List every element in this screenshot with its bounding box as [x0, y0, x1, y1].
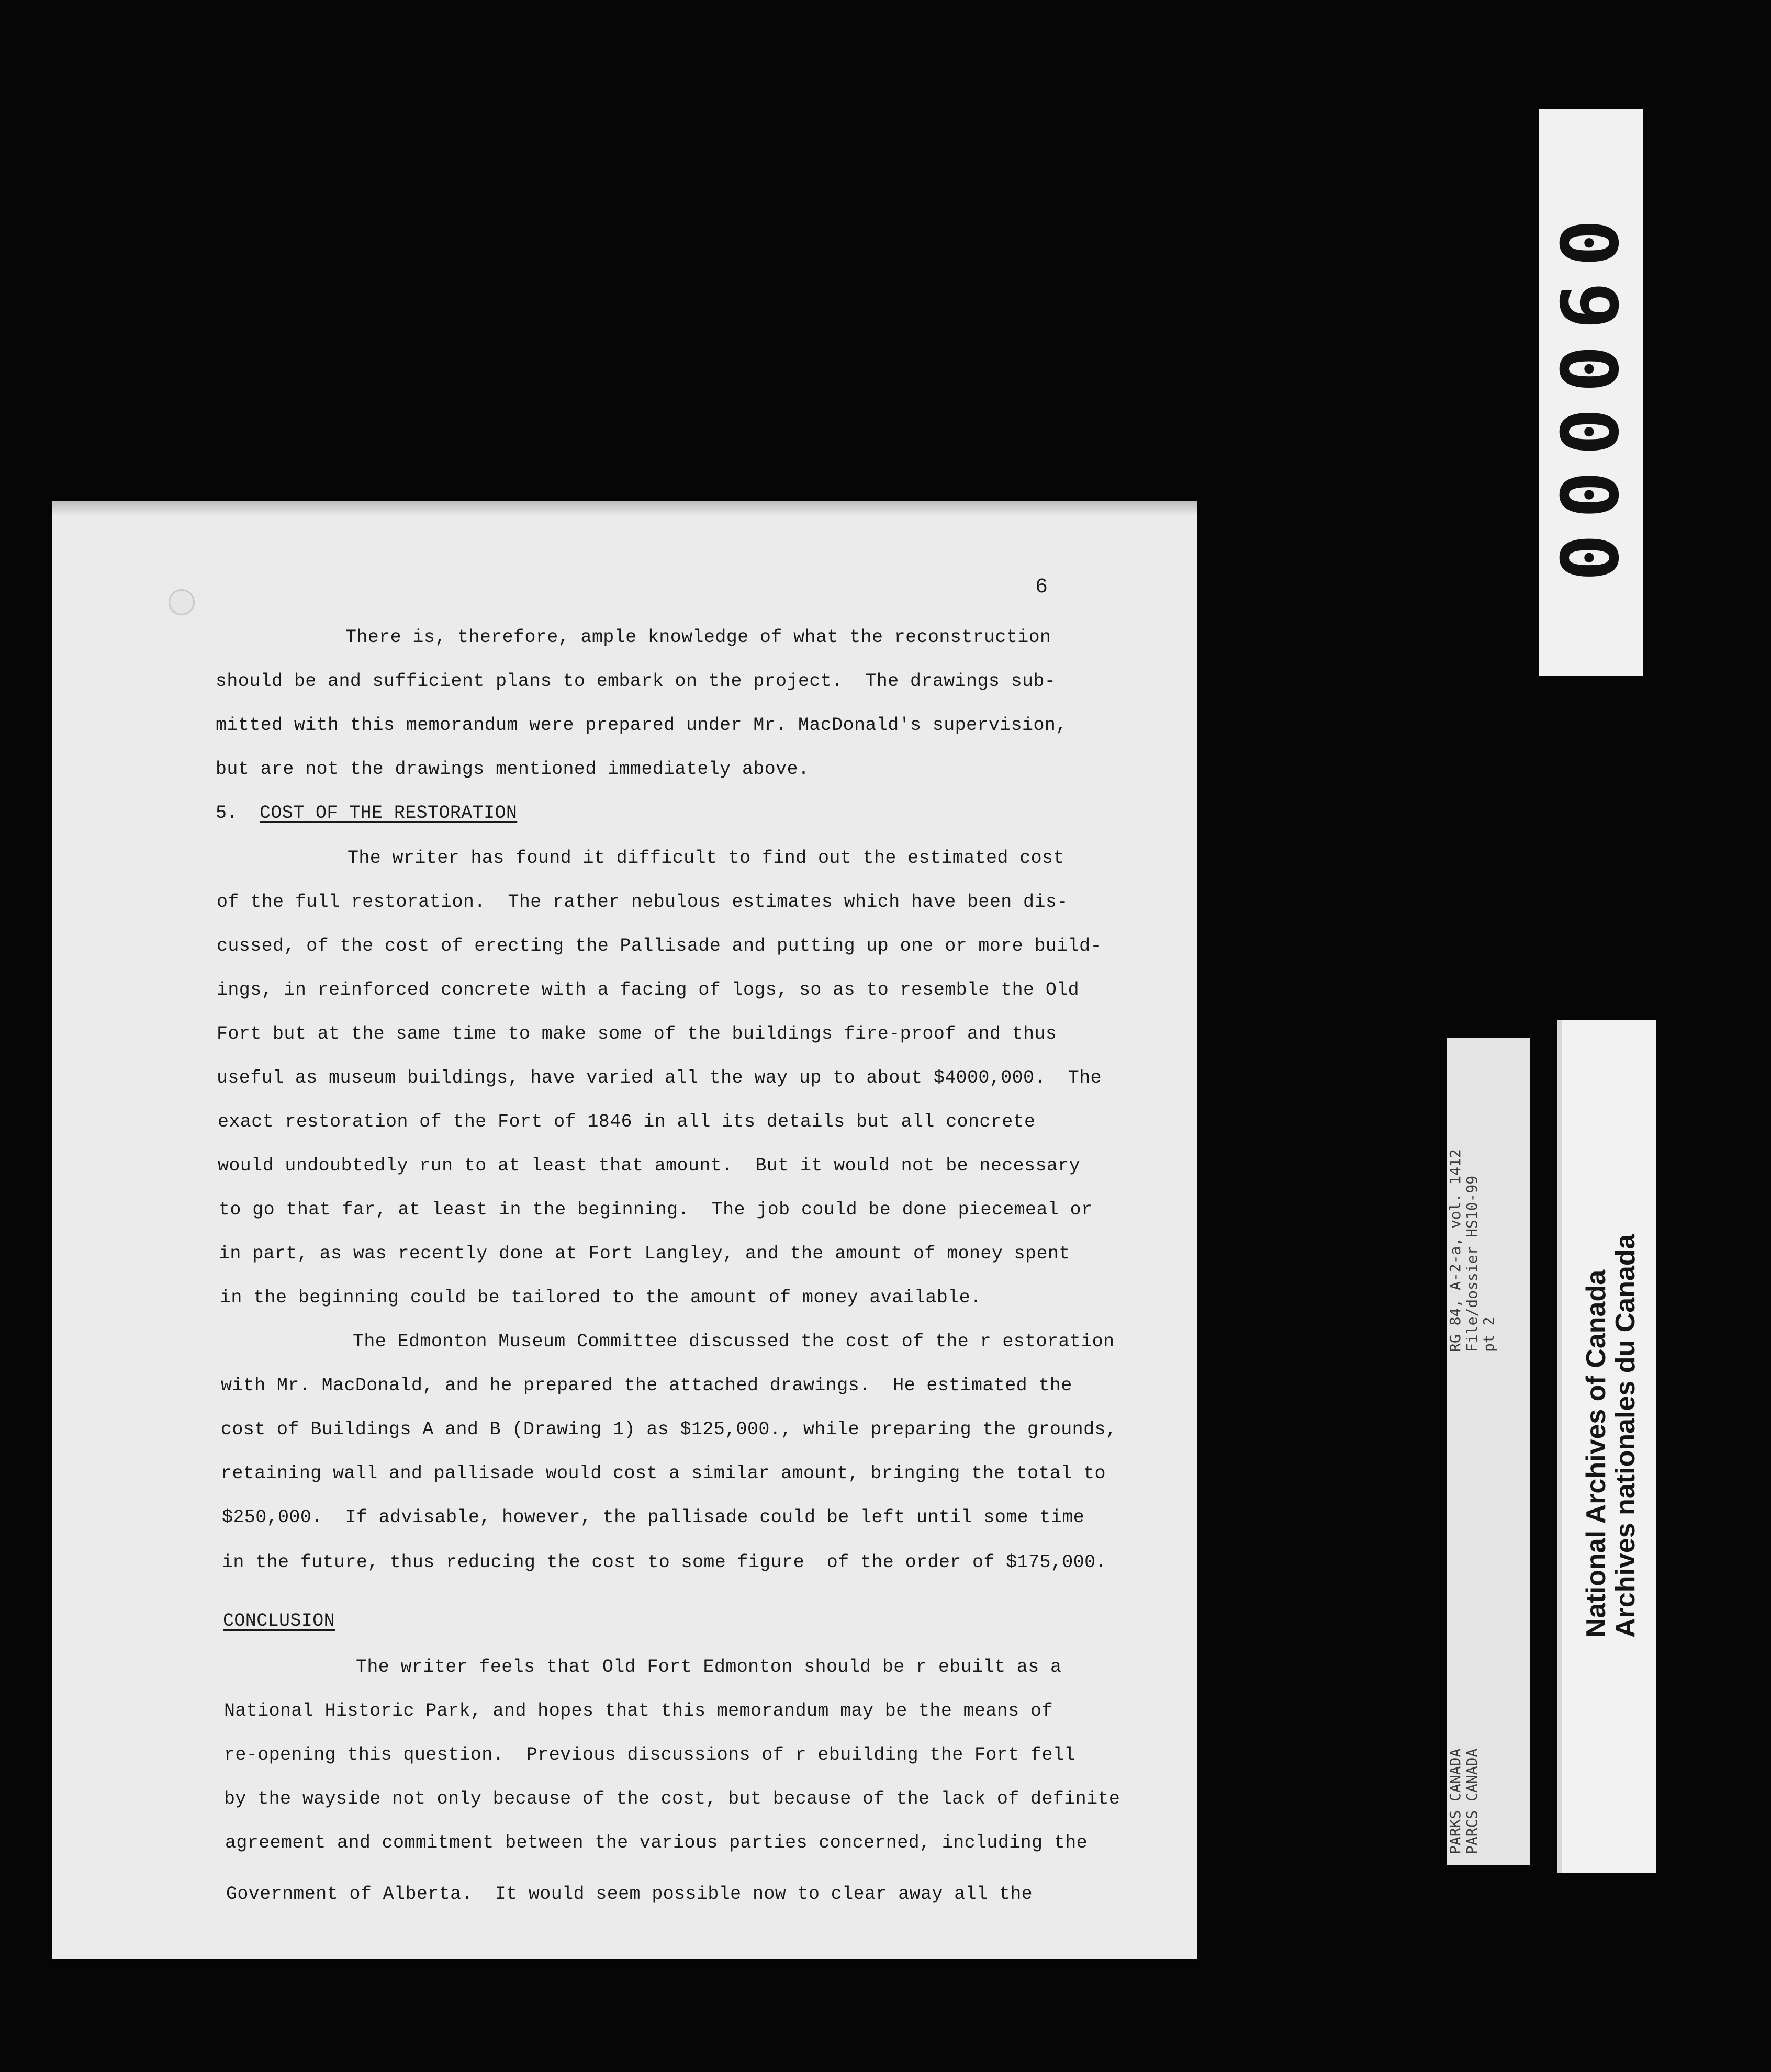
text-line: The writer has found it difficult to find out the estimated cost — [348, 848, 1064, 869]
archive-reference-slip — [1447, 1038, 1530, 1865]
page-number: 6 — [1035, 576, 1048, 599]
frame-number: 000060 — [1545, 204, 1637, 581]
text-line: in the beginning could be tailored to the amount of money available. — [220, 1287, 982, 1308]
text-line: should be and sufficient plans to embark on the project. The drawings sub- — [216, 671, 1056, 692]
text-line: ings, in reinforced concrete with a facing of logs, so as to resemble the Old — [217, 979, 1080, 1000]
national-archives-card — [1557, 1020, 1656, 1873]
text-line: but are not the drawings mentioned immediately above. — [216, 759, 810, 780]
punch-hole — [169, 589, 195, 615]
text-line: mitted with this memorandum were prepared under Mr. MacDonald's supervision, — [216, 715, 1067, 736]
section-heading-cost: COST OF THE RESTORATION — [260, 803, 518, 824]
text-line: in the future, thus reducing the cost to some figure of the order of $175,000. — [222, 1552, 1107, 1573]
section-number: 5. — [216, 803, 261, 824]
text-line: retaining wall and pallisade would cost a similar amount, bringing the total to — [221, 1463, 1106, 1484]
text-line: agreement and commitment between the various parties concerned, including the — [225, 1832, 1088, 1853]
reference-line: File/dossier HS10-99 — [1463, 1175, 1481, 1352]
text-line: Government of Alberta. It would seem possible now to clear away all the — [226, 1884, 1033, 1905]
text-line: cost of Buildings A and B (Drawing 1) as $125,000., while preparing the grounds, — [221, 1419, 1117, 1440]
agency-name-en: PARKS CANADA — [1447, 1748, 1464, 1854]
agency-name-fr: PARCS CANADA — [1463, 1748, 1481, 1854]
frame-number-label — [1539, 109, 1643, 676]
text-line: National Historic Park, and hopes that this memorandum may be the means of — [224, 1701, 1053, 1721]
reference-line: pt 2 — [1480, 1316, 1497, 1352]
text-line: The Edmonton Museum Committee discussed the cost of the r estoration — [353, 1331, 1115, 1352]
text-line: to go that far, at least in the beginning. The job could be done piecemeal or — [219, 1199, 1093, 1220]
text-line: $250,000. If advisable, however, the pallisade could be left until some time — [222, 1507, 1085, 1528]
text-line: by the wayside not only because of the cost, but because of the lack of definite — [224, 1788, 1120, 1809]
text-line: exact restoration of the Fort of 1846 in all its details but all concrete — [218, 1111, 1036, 1132]
text-line: with Mr. MacDonald, and he prepared the attached drawings. He estimated the — [221, 1375, 1072, 1396]
typed-memorandum-page — [52, 501, 1197, 1959]
text-line: The writer feels that Old Fort Edmonton should be r ebuilt as a — [356, 1657, 1062, 1677]
text-line: Fort but at the same time to make some of the buildings fire-proof and thus — [217, 1023, 1057, 1044]
archives-name-en: National Archives of Canada — [1581, 1269, 1611, 1638]
text-line: in part, as was recently done at Fort Langley, and the amount of money spent — [219, 1243, 1070, 1264]
text-line: useful as museum buildings, have varied all the way up to about $4000,000. The — [217, 1067, 1102, 1088]
reference-line: RG 84, A-2-a, vol. 1412 — [1447, 1149, 1464, 1352]
text-line: There is, therefore, ample knowledge of what the reconstruction — [345, 627, 1051, 648]
archives-name-fr: Archives nationales du Canada — [1610, 1234, 1641, 1638]
page-top-edge — [52, 501, 1197, 516]
section-heading-conclusion: CONCLUSION — [223, 1611, 335, 1631]
text-line: re-opening this question. Previous discussions of r ebuilding the Fort fell — [224, 1744, 1075, 1765]
text-line: would undoubtedly run to at least that amount. But it would not be necessary — [218, 1155, 1081, 1176]
text-line: cussed, of the cost of erecting the Pallisade and putting up one or more build- — [217, 936, 1102, 956]
text-line: of the full restoration. The rather nebulous estimates which have been dis- — [217, 892, 1068, 913]
